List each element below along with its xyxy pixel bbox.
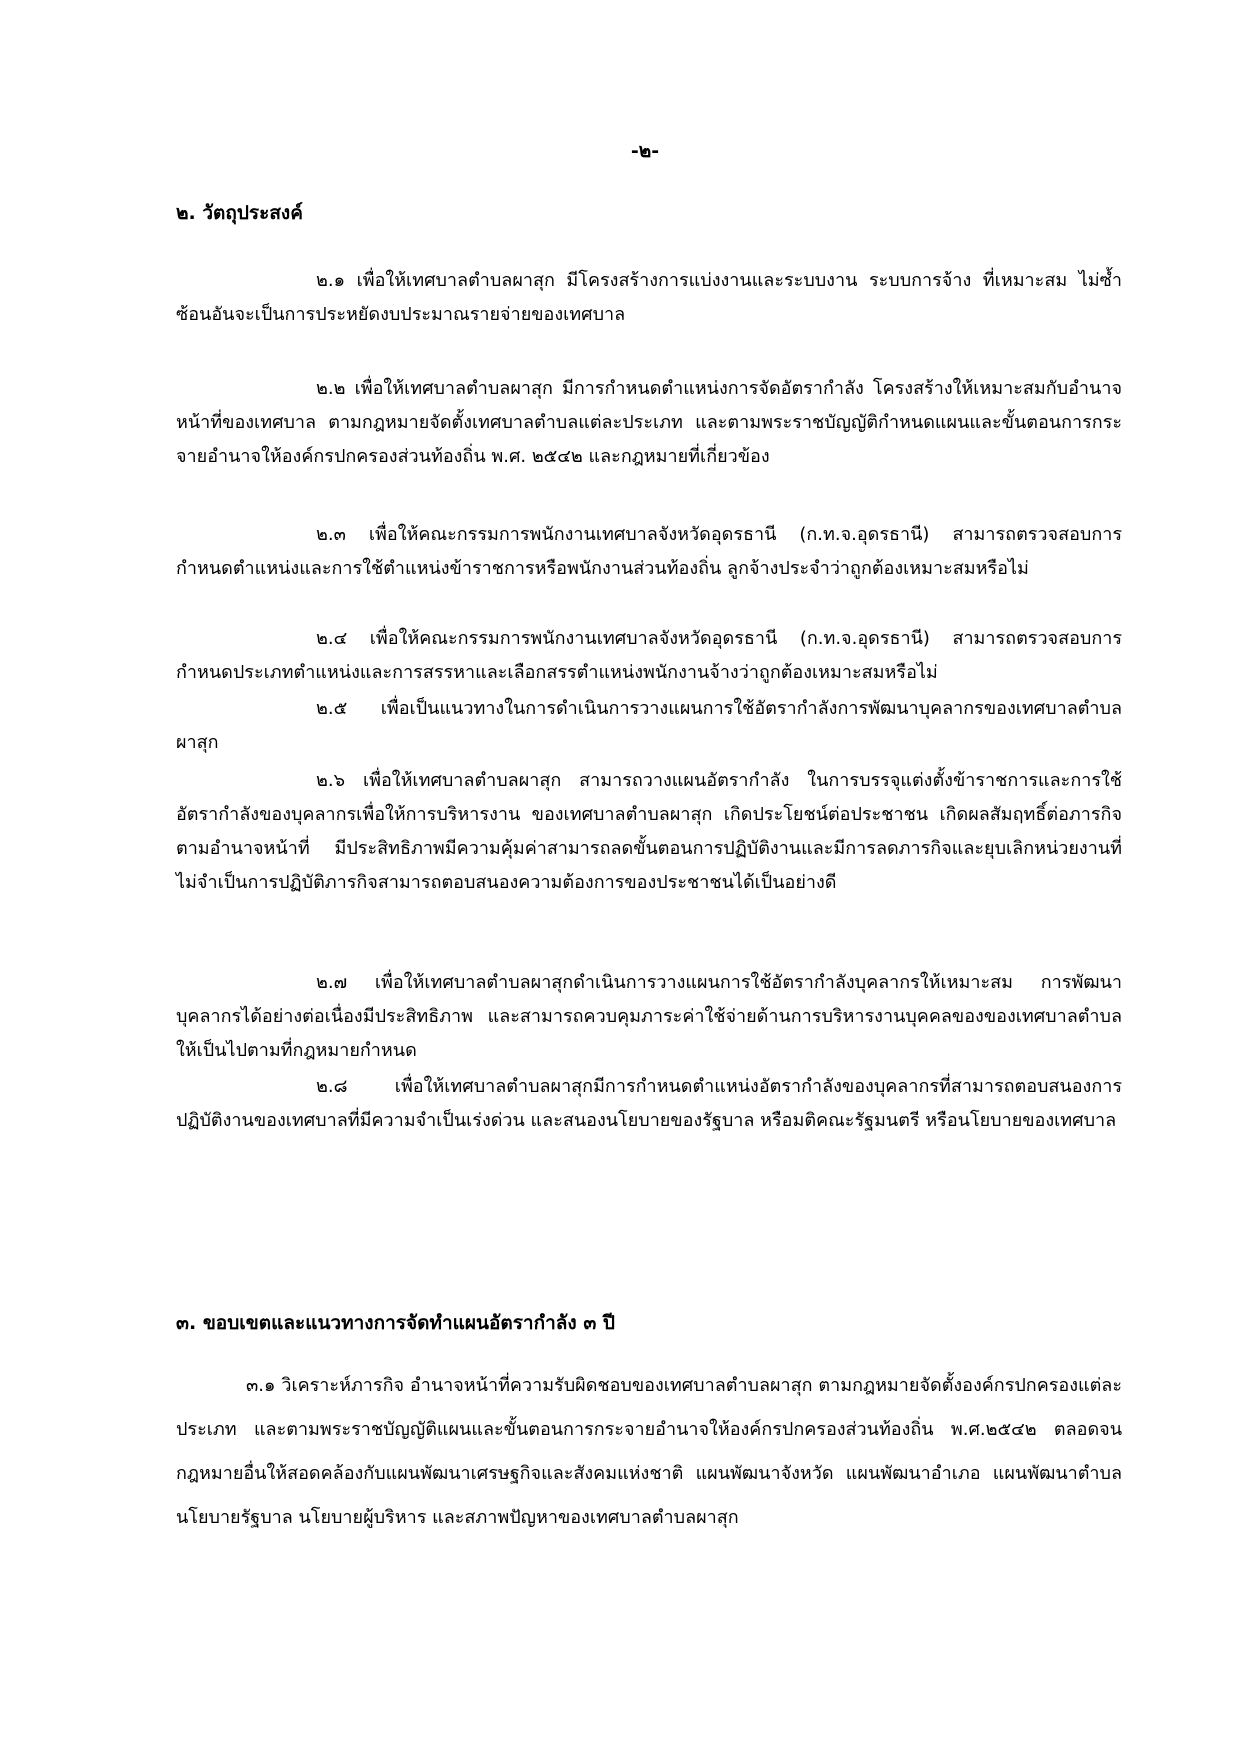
scope-3-1: ๓.๑ วิเคราะห์ภารกิจ อำนาจหน้าที่ความรับผิดชอบของเทศบาลตำบลผาสุก ตามกฎหมายจัดตั้งองค์กรปกครองแต่ละประเภท และตามพระราชบัญญัติแผนและขั้นตอนการกระจายอำนาจให้องค์กรปกครองส่วนท้องถิ่น พ.ศ.๒๕๔๒ ตลอดจนกฎหมายอื่นให้สอดคล้องกับแผนพัฒนาเศรษฐกิจและสังคมแห่งชาติ แผนพัฒนาจังหวัด แผนพัฒนาอำเภอ แผนพัฒนาตำบล นโยบายรัฐบาล นโยบายผู้บริหาร และสภาพปัญหาของเทศบาลตำบลผาสุก [176,1375,1122,1528]
objective-2-3: ๒.๓ เพื่อให้คณะกรรมการพนักงานเทศบาลจังหวัดอุดรธานี (ก.ท.จ.อุดรธานี) สามารถตรวจสอบการกำหนดตำแหน่งและการใช้ตำแหน่งข้าราชการหรือพนักงานส่วนท้องถิ่น ลูกจ้างประจำว่าถูกต้องเหมาะสมหรือไม่ [176,524,1122,579]
objective-2-5: ๒.๕ เพื่อเป็นแนวทางในการดำเนินการวางแผนการใช้อัตรากำลังการพัฒนาบุคลากรของเทศบาลตำบลผาสุก [176,698,1122,753]
objective-2-1: ๒.๑ เพื่อให้เทศบาลตำบลผาสุก มีโครงสร้างการแบ่งงานและระบบงาน ระบบการจ้าง ที่เหมาะสม ไม่ซ้ำซ้อนอันจะเป็นการประหยัดงบประมาณรายจ่ายของเทศบาล [176,270,1122,325]
section-3-heading: ๓. ขอบเขตและแนวทางการจัดทำแผนอัตรากำลัง ๓ ปี [176,1312,615,1334]
page-number: -๒- [630,140,660,162]
objective-2-8: ๒.๘ เพื่อให้เทศบาลตำบลผาสุกมีการกำหนดตำแหน่งอัตรากำลังของบุคลากรที่สามารถตอบสนองการปฏิบัติงานของเทศบาลที่มีความจำเป็นเร่งด่วน และสนองนโยบายของรัฐบาล หรือมติคณะรัฐมนตรี หรือนโยบายของเทศบาล [176,1076,1122,1131]
section-2-heading: ๒. วัตถุประสงค์ [176,202,303,224]
objective-2-4: ๒.๔ เพื่อให้คณะกรรมการพนักงานเทศบาลจังหวัดอุดรธานี (ก.ท.จ.อุดรธานี) สามารถตรวจสอบการกำหนดประเภทตำแหน่งและการสรรหาและเลือกสรรตำแหน่งพนักงานจ้างว่าถูกต้องเหมาะสมหรือไม่ [176,628,1122,683]
objective-2-7: ๒.๗ เพื่อให้เทศบาลตำบลผาสุกดำเนินการวางแผนการใช้อัตรากำลังบุคลากรให้เหมาะสม การพัฒนาบุคลากรได้อย่างต่อเนื่องมีประสิทธิภาพ และสามารถควบคุมภาระค่าใช้จ่ายด้านการบริหารงานบุคคลของของเทศบาลตำบลให้เป็นไปตามที่กฎหมายกำหนด [176,972,1122,1061]
objective-2-6: ๒.๖ เพื่อให้เทศบาลตำบลผาสุก สามารถวางแผนอัตรากำลัง ในการบรรจุแต่งตั้งข้าราชการและการใช้อัตรากำลังของบุคลากรเพื่อให้การบริหารงาน ของเทศบาลตำบลผาสุก เกิดประโยชน์ต่อประชาชน เกิดผลสัมฤทธิ์ต่อภารกิจตามอำนาจหน้าที่ มีประสิทธิภาพมีความคุ้มค่าสามารถลดขั้นตอนการปฏิบัติงานและมีการลดภารกิจและยุบเลิกหน่วยงานที่ไม่จำเป็นการปฏิบัติภารกิจสามารถตอบสนองความต้องการของประชาชนได้เป็นอย่างดี [176,770,1122,893]
objective-2-2: ๒.๒ เพื่อให้เทศบาลตำบลผาสุก มีการกำหนดตำแหน่งการจัดอัตรากำลัง โครงสร้างให้เหมาะสมกับอำนาจหน้าที่ของเทศบาล ตามกฎหมายจัดตั้งเทศบาลตำบลแต่ละประเภท และตามพระราชบัญญัติกำหนดแผนและขั้นตอนการกระจายอำนาจให้องค์กรปกครองส่วนท้องถิ่น พ.ศ. ๒๕๔๒ และกฎหมายที่เกี่ยวข้อง [176,378,1122,467]
